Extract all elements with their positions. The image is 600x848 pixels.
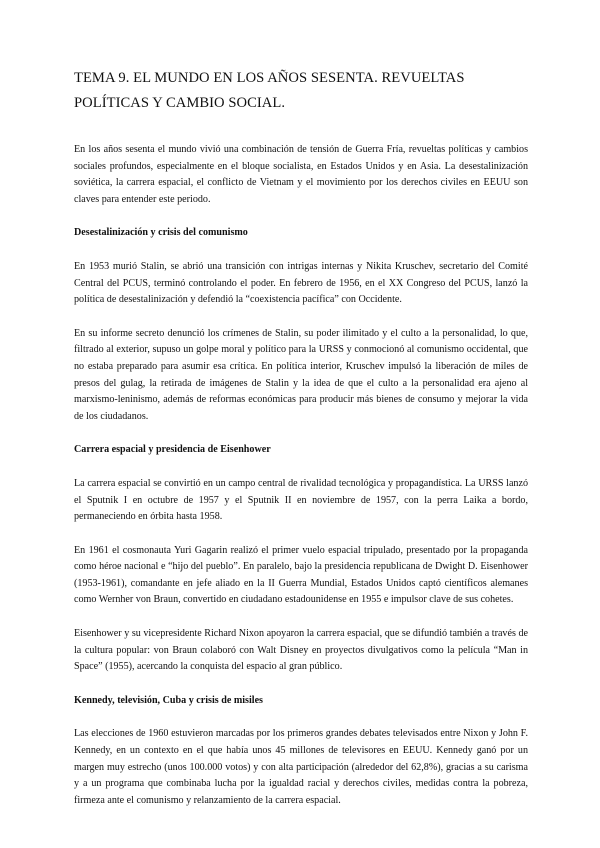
section-paragraph: Eisenhower y su vicepresidente Richard Nixon apoyaron la carrera espacial, que se difundió también a través de la cultura popular: von Braun colaboró con Walt Disney en proyectos divulgativos como la película “Man in Space” (1955), acercando la conquista del espacio al gran público. xyxy=(74,628,528,673)
section-paragraph: En 1961 el cosmonauta Yuri Gagarin realizó el primer vuelo espacial tripulado, presentado por la propaganda como héroe nacional e “hijo del pueblo”. En paralelo, bajo la presidencia republicana de Dwight D. Eisenhower (1953-1961), comandante en jefe aliado en la II Guerra Mundial, Estados Unidos captó científicos alemanes como Wernher von Braun, convertido en ciudadano estadounidense en 1955 e impulsor clave de sus cohetes. xyxy=(74,544,528,606)
section-heading: Kennedy, televisión, Cuba y crisis de misiles xyxy=(74,694,263,706)
document-title: TEMA 9. EL MUNDO EN LOS AÑOS SESENTA. REVUELTAS POLÍTICAS Y CAMBIO SOCIAL. xyxy=(74,70,465,111)
section-kennedy xyxy=(74,693,528,810)
section-paragraph: En 1953 murió Stalin, se abrió una transición con intrigas internas y Nikita Kruschev, secretario del Comité Central del PCUS, terminó controlando el poder. En febrero de 1956, en el XX Congreso del PCUS, lanzó la política de desestalinización y defendió la “coexistencia pacífica” con Occidente. xyxy=(74,260,528,306)
section-heading: Desestalinización y crisis del comunismo xyxy=(74,227,248,239)
document-page xyxy=(74,66,528,826)
section-paragraph: La carrera espacial se convirtió en un campo central de rivalidad tecnológica y propagandística. La URSS lanzó el Sputnik I en octubre de 1957 y el Sputnik II en noviembre de 1957, con la perra Laika a bordo, permaneciendo en órbita hasta 1958. xyxy=(74,477,528,523)
section-paragraph: Las elecciones de 1960 estuvieron marcadas por los primeros grandes debates televisados entre Nixon y John F. Kennedy, en un contexto en el que había unos 45 millones de televisores en EEUU. Kennedy ganó por un margen muy estrecho (unos 100.000 votos) y con alta participación (alrededor del 62,8%), gracias a su carisma y a un programa que combinaba lucha por la igualdad racial y derechos civiles, medidas contra la pobreza, firmeza ante el comunismo y relanzamiento de la carrera espacial. xyxy=(74,728,528,806)
section-paragraph: En su informe secreto denunció los crímenes de Stalin, su poder ilimitado y el culto a la personalidad, lo que, filtrado al exterior, supuso un golpe moral y político para la URSS y conmocionó al comunismo occidental, que no estaba preparado para asumir esa crítica. En política interior, Kruschev impulsó la liberación de miles de presos del gulag, la retirada de imágenes de Stalin y la idea de que el culto a la personalidad era ajeno al marxismo-leninismo, además de reformas económicas para producir más bienes de consumo y mejorar la vida de los ciudadanos. xyxy=(74,327,528,422)
section-heading: Carrera espacial y presidencia de Eisenhower xyxy=(74,444,271,456)
section-space-race xyxy=(74,442,528,676)
section-destalinization xyxy=(74,225,528,425)
intro-paragraph: En los años sesenta el mundo vivió una combinación de tensión de Guerra Fría, revueltas políticas y cambios sociales profundos, especialmente en el bloque socialista, en Estados Unidos y en Asia. La desestalinización soviética, la carrera espacial, el conflicto de Vietnam y el movimiento por los derechos civiles en EEUU son claves para entender este periodo. xyxy=(74,144,528,205)
